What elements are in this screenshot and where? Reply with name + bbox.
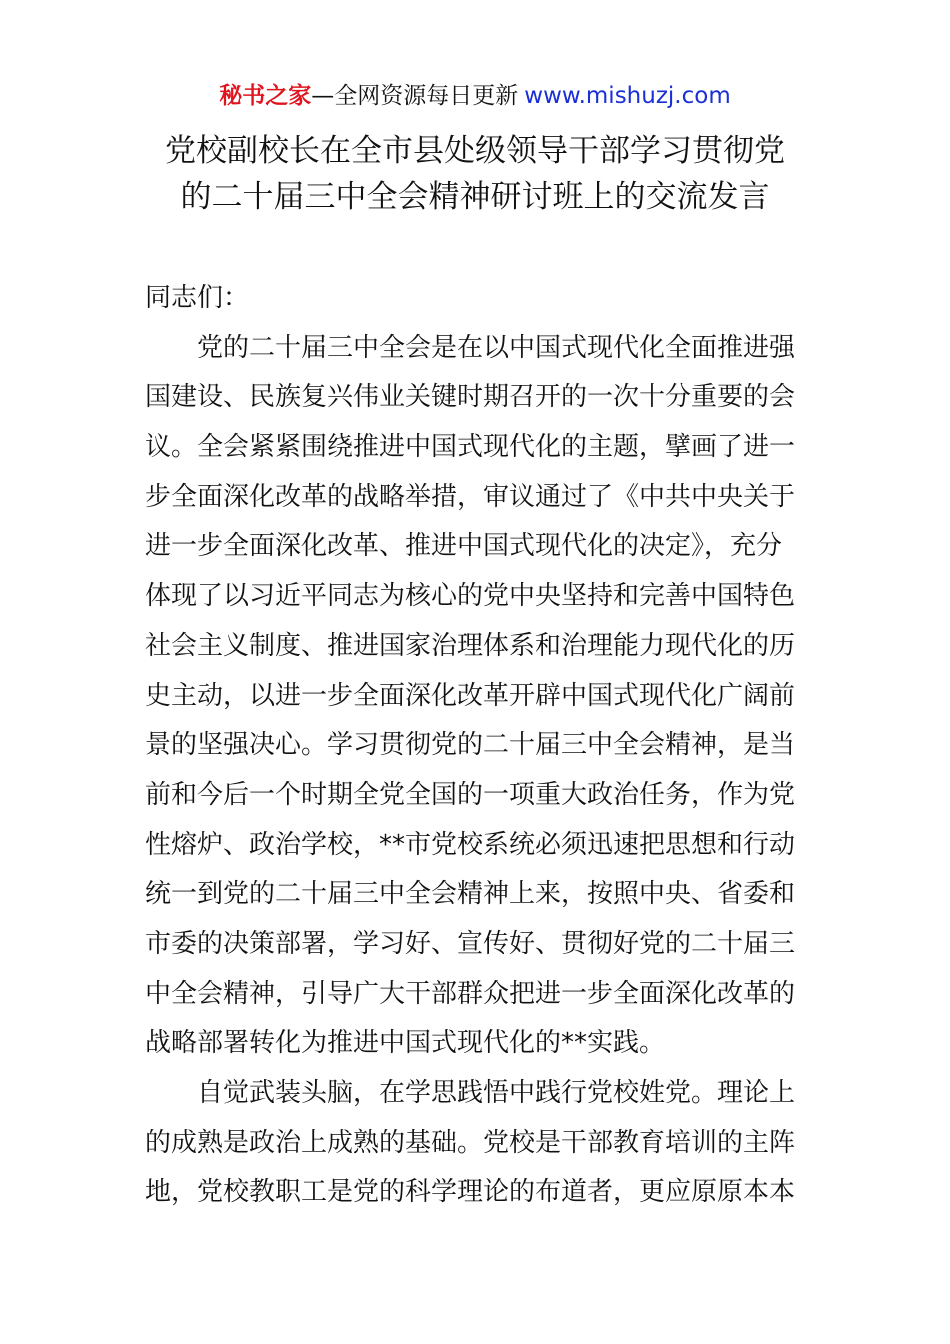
paragraph-1-line-1: 党的二十届三中全会是在以中国式现代化全面推进强 [197,332,796,363]
paragraph-1-line-15: 战略部署转化为推进中国式现代化的**实践。 [145,1028,666,1059]
site-header [0,80,950,112]
document-title [0,128,950,220]
paragraph-1-line-14: 中全会精神，引导广大干部群众把进一步全面深化改革的 [145,978,796,1009]
title-line-1: 党校副校长在全市县处级领导干部学习贯彻党 [165,133,785,169]
paragraph-1-line-7: 社会主义制度、推进国家治理体系和治理能力现代化的历 [145,630,796,661]
site-url[interactable]: www.mishuzj.com [524,83,731,109]
header-dash: — [311,83,335,109]
paragraph-2-line-1: 自觉武装头脑，在学思践悟中践行党校姓党。理论上 [197,1078,796,1108]
paragraph-1-line-9: 景的坚强决心。学习贯彻党的二十届三中全会精神，是当 [145,730,796,761]
brand-name: 秘书之家 [219,83,312,109]
header-tagline: 全网资源每日更新 [334,83,519,109]
paragraph-2-line-2: 的成熟是政治上成熟的基础。党校是干部教育培训的主阵 [145,1127,796,1158]
salutation: 同志们： [145,283,250,313]
paragraph-1-line-2: 国建设、民族复兴伟业关键时期召开的一次十分重要的会 [145,382,796,413]
title-line-2: 的二十届三中全会精神研讨班上的交流发言 [180,179,770,215]
paragraph-1-line-3: 议。全会紧紧围绕推进中国式现代化的主题，擘画了进一 [145,432,796,463]
paragraph-1-line-4: 步全面深化改革的战略举措，审议通过了《中共中央关于 [145,481,796,512]
document-body [145,274,810,1218]
paragraph-1-line-5: 进一步全面深化改革、推进中国式现代化的决定》，充分 [145,531,783,562]
paragraph-1-line-6: 体现了以习近平同志为核心的党中央坚持和完善中国特色 [145,581,796,612]
paragraph-1-line-13: 市委的决策部署，学习好、宣传好、贯彻好党的二十届三 [145,928,796,959]
paragraph-2-line-3: 地，党校教职工是党的科学理论的布道者，更应原原本本 [145,1177,796,1208]
paragraph-1-line-10: 前和今后一个时期全党全国的一项重大政治任务，作为党 [145,779,796,810]
paragraph-1-line-11: 性熔炉、政治学校，**市党校系统必须迅速把思想和行动 [145,829,796,860]
paragraph-1-line-8: 史主动，以进一步全面深化改革开辟中国式现代化广阔前 [145,680,796,711]
paragraph-1-line-12: 统一到党的二十届三中全会精神上来，按照中央、省委和 [145,879,796,910]
